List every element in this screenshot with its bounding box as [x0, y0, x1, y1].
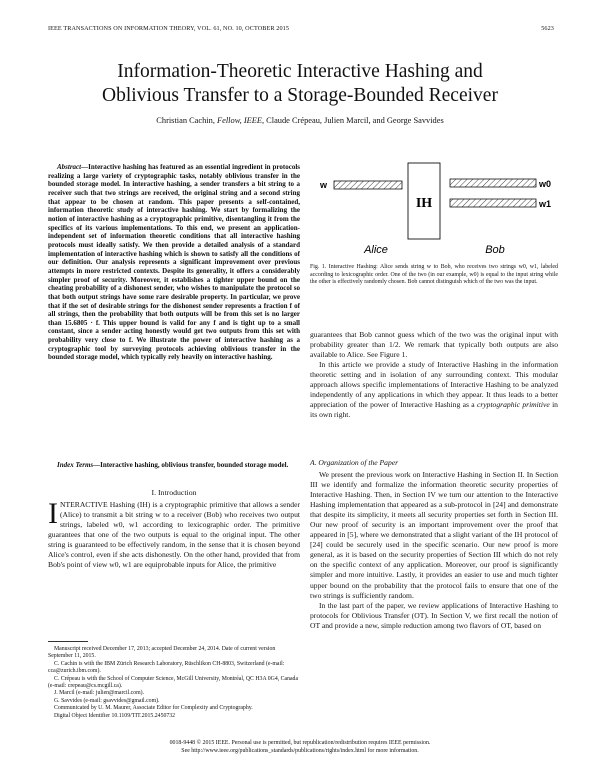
paragraph-organization: We present the previous work on Interactive Hashing in Section II. In Section III we identify and formalize the information theoretic security properties of Interactive Hashing. Then, in Section IV we turn our attention to the Interactive Hashing implementation that appeared as a sub-protocol in [24] and demonstrate that despite its simplicity, it meets all security properties set forth in Section III. Our new proof of security is an important improvement over the proof that appeared in [5], where we demonstrated that a slight variant of the IH protocol of [24] could be securely used in the specific scenario. Our new proof is more general, as it is based on the security properties of Section III which do not rely on the specific context of any application. Moreover, our proof is significantly simpler and more intuitive. Lastly, it provides an easier to use and much tighter upper bound on the probability that the protocol fails to ensure that one of the two strings is sufficiently random.: [310, 470, 558, 600]
introduction-body: [48, 497, 300, 570]
copyright-line-1: 0018-9448 © 2015 IEEE. Personal use is permitted, but republication/redistribution requires IEEE permission.: [169, 740, 431, 746]
abstract-text: —Interactive hashing has featured as an essential ingredient in protocols realizing a large variety of cryptographic tasks, notably oblivious transfer in the bounded storage model. In interactive hashing, a sender transfers a bit string to a receiver such that two strings are received, the original string and a second string that appear to be chosen at random. This paper presents a self-contained, information theoretic study of interactive hashing. We start by formalizing the notion of interactive hashing as a cryptographic primitive, disentangling it from the specifics of its various implementations. To this end, we present an application-independent set of information theoretic conditions that all interactive hashing protocols must ideally satisfy. We then provide a detailed analysis of a standard implementation of interactive hashing which is shown to satisfy all the conditions of our definition. Our analysis represents a significant improvement over previous attempts in more restricted contexts. Despite its generality, it offers a considerably simpler proof of security. Moreover, it establishes a tighter upper bound on the cheating probability of a dishonest sender, who wishes to manipulate the protocol so that both output strings have some rare desirable property. In particular, we prove that if the set of desirable strings for the dishonest sender represents a fraction f of all strings, then the probability that both outputs will be from this set is no larger than 15.6805 · f. This upper bound is valid for any f and is tight up to a small constant, since a sender acting honestly would get two outputs from this set with probability very close to f. We illustrate the power of interactive hashing as a cryptographic tool by surveying protocols achieving oblivious transfer in the bounded storage model, which typically rely heavily on interactive hashing.: [48, 163, 300, 362]
abstract: [48, 163, 300, 362]
index-terms-label: Index Terms: [57, 461, 94, 469]
title-line-2: Oblivious Transfer to a Storage-Bounded Receiver: [102, 85, 498, 106]
right-column-body: [310, 330, 558, 420]
bob-label: Bob: [485, 244, 505, 256]
intro-text: Hashing (IH) is a cryptographic primitive that allows a sender (Alice) to transmit a bit string w to a receiver (Bob) who receives two output strings, labeled w0, w1 according to lexicographic order. The primitive guarantees that one of the two outputs is equal to the original input. The other string is guaranteed to be effectively random, in the sense that it is chosen beyond Alice's control, even if she acts dishonestly. On the other hand, provided that from Bob's point of view w0, w1 are equiprobable inputs for Alice, the primitive: [48, 500, 300, 569]
output-w1-bar: [450, 199, 536, 207]
other-authors: , Claude Crépeau, Julien Marcil, and George Savvides: [261, 116, 444, 125]
output-label-w0: w0: [539, 179, 552, 189]
paragraph-applications: In the last part of the paper, we review applications of Interactive Hashing to protocols for Oblivious Transfer (OT). In Section V, we first recall the notion of OT and provide a new, simple reduction among two flavors of OT, based on: [310, 600, 558, 630]
paragraph-study: [310, 360, 558, 420]
footnote-crepeau: C. Crépeau is with the School of Computer Science, McGill University, Montréal, QC H3A 0G4, Canada (e-mail: crepeau@cs.mcgill.ca).: [48, 675, 299, 690]
output-label-w1: w1: [539, 199, 552, 209]
footnote-rule: [48, 641, 88, 642]
section-heading-introduction: I. Introduction: [151, 488, 197, 497]
footnotes: [48, 646, 300, 720]
organization-body: [310, 470, 558, 631]
figure-1-diagram: [310, 155, 560, 260]
paragraph-study-text: In this article we provide a study of Interactive Hashing in the information theoretic setting and in isolation of any surrounding context. This modular approach allows specific implementations of Interactive Hashing to be analyzed independently of any applications in which they appear. It thus leads to a better appreciation of the power of Interactive Hashing as a: [310, 360, 558, 410]
author-1-role: Fellow, IEEE: [217, 116, 262, 125]
ih-box-label: IH: [415, 196, 433, 211]
input-string-bar: [334, 181, 402, 189]
input-label-w: w: [320, 180, 328, 190]
output-w0-bar: [450, 179, 536, 187]
copyright-line-2: See http://www.ieee.org/publications_standards/publications/rights/index.html for more information.: [181, 747, 419, 754]
paragraph-guarantees: guarantees that Bob cannot guess which of the two was the original input with probability greater than 1/2. We remark that typically both outputs are also available to Alice. See Figure 1.: [310, 330, 558, 360]
footnote-received: Manuscript received December 17, 2013; accepted December 24, 2014. Date of current version September 11, 2015.: [48, 646, 276, 660]
author-list: [40, 116, 560, 125]
index-terms-text: —Interactive hashing, oblivious transfer, bounded storage model.: [93, 461, 289, 469]
index-terms: [48, 461, 300, 470]
copyright-notice: [40, 740, 560, 755]
figure-1-caption: Fig. 1. Interactive Hashing: Alice sends string w to Bob, who receives two strings w0, w1, labeled according to lexicographic order. One of the two (in our example, w0) is equal to the input string while the other is effectively randomly chosen. Bob cannot distinguish which of the two was the input.: [310, 264, 558, 286]
footnote-cachin: C. Cachin is with the IBM Zürich Research Laboratory, Rüschlikon CH-8803, Switzerland (e-mail: cca@zurich.ibm.com).: [48, 660, 285, 675]
paragraph-study-emphasis: cryptographic primitive: [476, 400, 550, 410]
abstract-label: Abstract: [57, 163, 82, 171]
footnote-doi: Digital Object Identifier 10.1109/TIT.2015.2450732: [54, 712, 176, 719]
footnote-marcil: J. Marcil (e-mail: julien@marcil.com).: [54, 690, 145, 697]
page-number: 5623: [541, 25, 554, 32]
author-1: Christian Cachin,: [156, 116, 218, 125]
running-header: IEEE TRANSACTIONS ON INFORMATION THEORY, VOL. 61, NO. 10, OCTOBER 2015: [48, 25, 290, 32]
alice-label: Alice: [364, 244, 388, 256]
paragraph-study-end: in its own right.: [310, 400, 558, 420]
subsection-heading-organization: A. Organization of the Paper: [310, 458, 399, 467]
intro-lead-caps: NTERACTIVE: [60, 500, 108, 509]
paper-title: [40, 60, 560, 108]
footnote-communicated: Communicated by U. M. Maurer, Associate Editor for Complexity and Cryptography.: [54, 705, 253, 712]
footnote-savvides: G. Savvides (e-mail: gsavvides@gmail.com).: [54, 697, 160, 704]
title-line-1: Information-Theoretic Interactive Hashing and: [117, 61, 483, 82]
drop-cap: I: [48, 497, 58, 530]
